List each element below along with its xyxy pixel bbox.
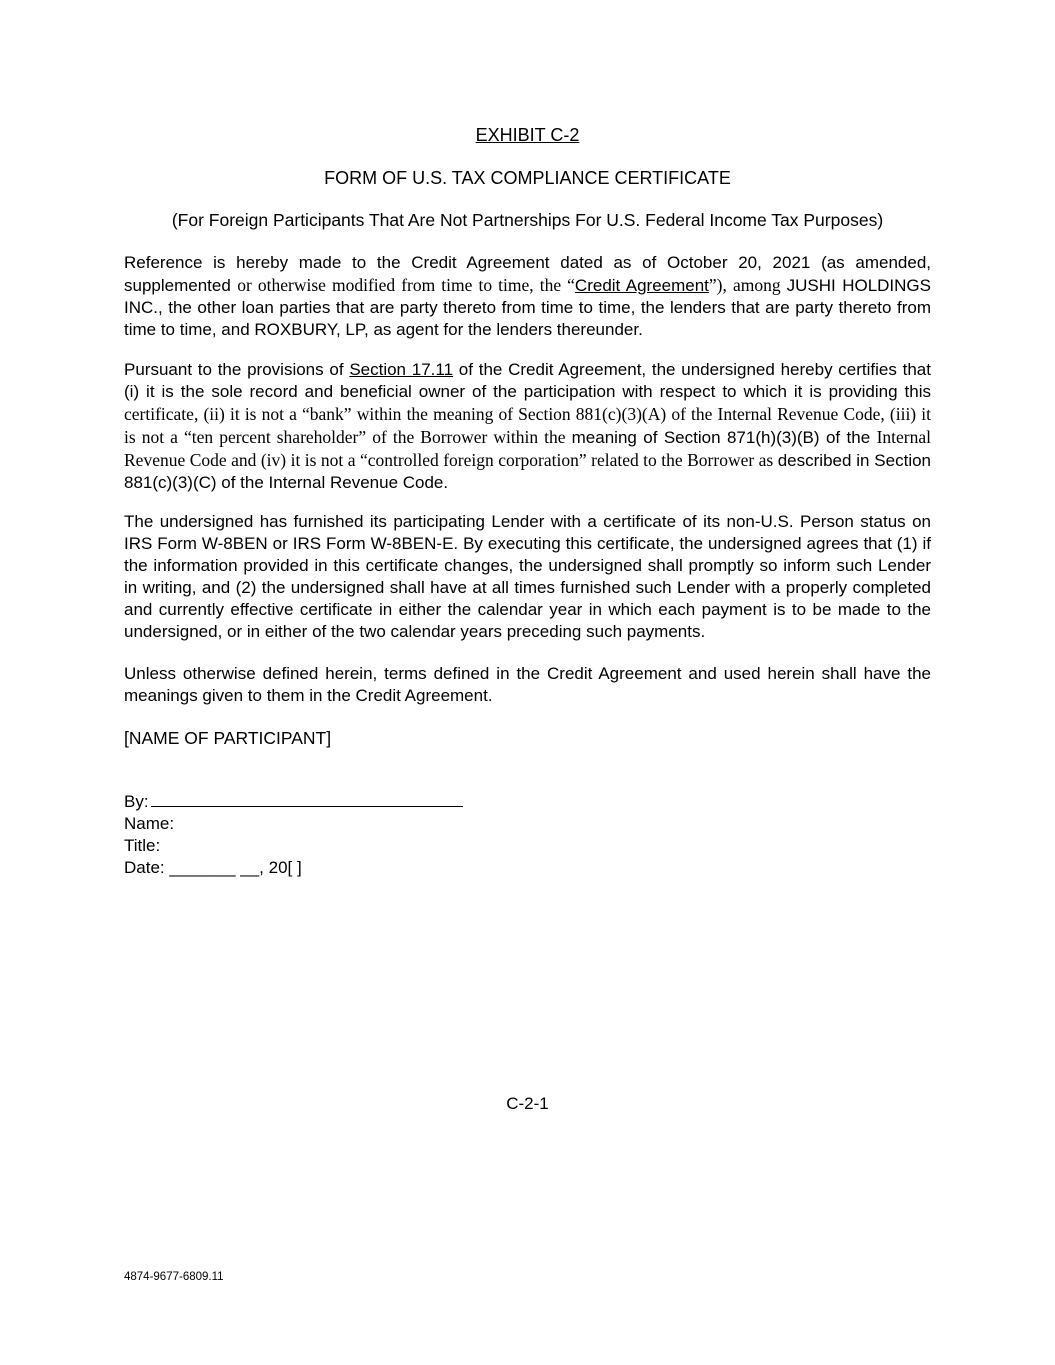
certification-text-serif: certificate, (ii) it is not a “bank” within the meaning of Section 881(c)(3)(A) of the Internal Revenue Code, (iii) it is not a “ten percent shareholder” of the Borrower within the xyxy=(124,404,931,447)
reference-text-2: JUSHI HOLDINGS INC., the other loan parties that are party thereto from time to time, the lenders that are party thereto from time to time, and ROXBURY, LP, as agent for the lenders thereunder. xyxy=(124,276,931,339)
section-reference: Section 17.11 xyxy=(349,360,454,379)
reference-text-serif: or otherwise modified from time to time, the “ xyxy=(237,275,575,295)
participant-name-placeholder: [NAME OF PARTICIPANT] xyxy=(124,728,332,748)
reference-text-1: Reference is hereby made to the Credit Agreement dated as of October 20, 2021 (as amended, supplemented xyxy=(124,253,931,295)
by-label: By: xyxy=(124,792,149,811)
certification-text-2: of the Credit Agreement, the undersigned hereby certifies that (i) it is the sole record and beneficial owner of the participation with respect to which it is providing this xyxy=(124,360,931,401)
signature-blank-line xyxy=(151,791,463,807)
credit-agreement-term: Credit Agreement xyxy=(574,276,709,295)
form-title: FORM OF U.S. TAX COMPLIANCE CERTIFICATE xyxy=(324,168,731,188)
reference-paragraph xyxy=(124,252,931,341)
certification-text-1: Pursuant to the provisions of xyxy=(124,360,350,379)
furnished-certificate-paragraph: The undersigned has furnished its participating Lender with a certificate of its non-U.S. Person status on IRS Form W-8BEN or IRS Form W-8BEN-E. By executing this certificate, the undersigned agrees that (1) if the information provided in this certificate changes, the undersigned shall promptly so inform such Lender in writing, and (2) the undersigned shall have at all times furnished such Lender with a properly completed and currently effective certificate in either the calendar year in which each payment is to be made to the undersigned, or in either of the two calendar years preceding such payments. xyxy=(124,512,931,641)
definitions-paragraph: Unless otherwise defined herein, terms defined in the Credit Agreement and used herein shall have the meanings given to them in the Credit Agreement. xyxy=(124,664,931,705)
signature-by-line xyxy=(124,791,463,813)
signature-title-label: Title: xyxy=(124,836,161,855)
signature-name-label: Name: xyxy=(124,814,175,833)
reference-text-serif-2: ”), among xyxy=(708,275,787,295)
document-id: 4874-9677-6809.11 xyxy=(124,1271,224,1283)
certification-text-serif-2: Internal Revenue Code and (iv) it is not a “controlled foreign corporation” related to the Borrower as xyxy=(124,427,931,470)
certification-paragraph xyxy=(124,359,931,494)
certification-text-4: described in Section 881(c)(3)(C) of the Internal Revenue Code. xyxy=(124,451,932,492)
certification-text-3: meaning of Section 871(h)(3)(B) of the xyxy=(571,428,877,447)
page-number: C-2-1 xyxy=(506,1094,549,1113)
form-subtitle: (For Foreign Participants That Are Not Partnerships For U.S. Federal Income Tax Purposes) xyxy=(171,210,884,230)
exhibit-heading: EXHIBIT C-2 xyxy=(475,125,580,145)
signature-date-label: Date: _______ __, 20[ ] xyxy=(124,858,302,877)
